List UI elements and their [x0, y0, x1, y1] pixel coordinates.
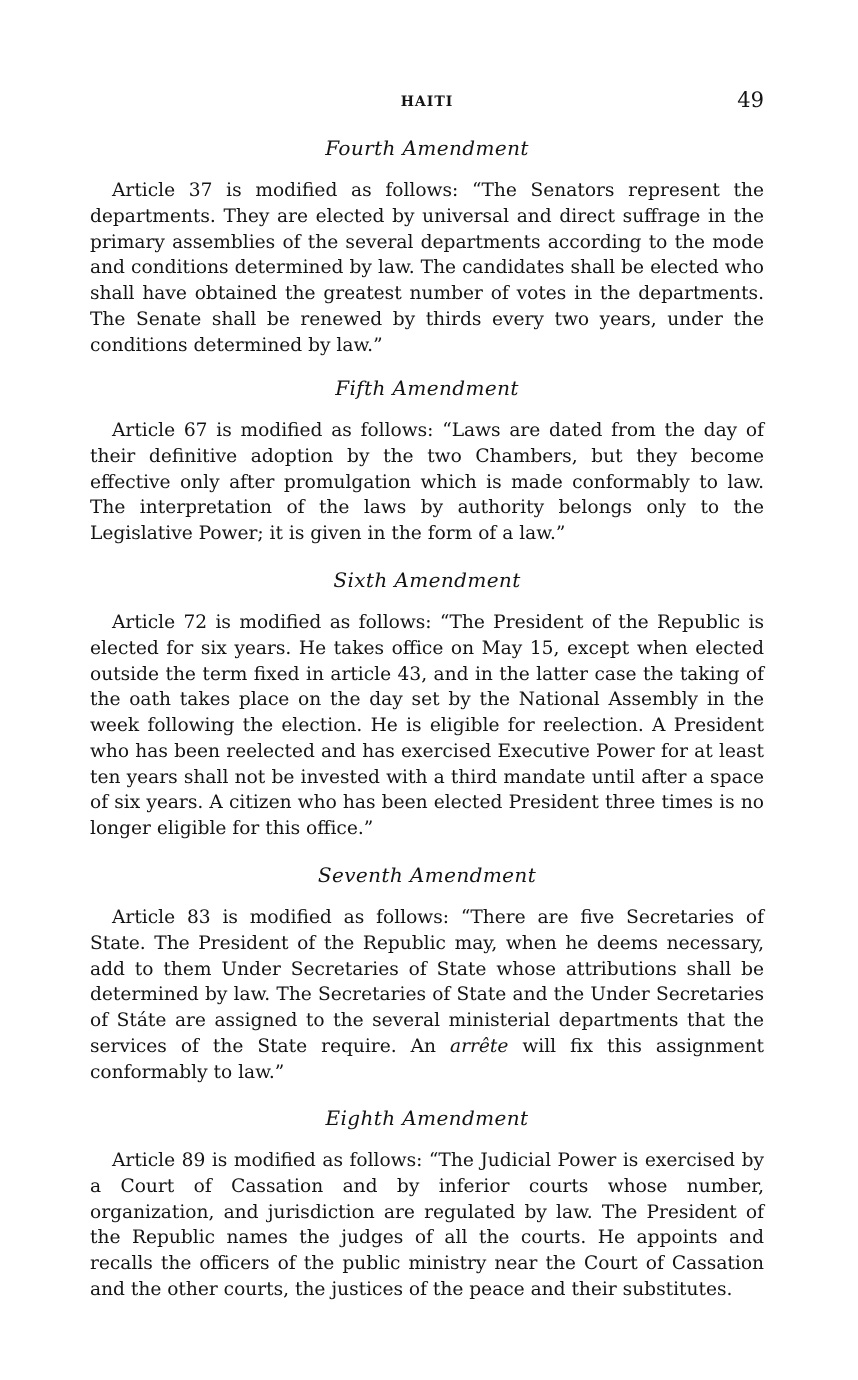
paragraph-text: Article 67 is modified as follows: “Laws are dated from the day of their definitive adoption by the two Chambers, but they become effective only after promulgation which is made conformably to law. The interpretation of the laws by authority belongs only to the Legislative Power; it is given in the form of a law.” — [90, 420, 764, 544]
seventh-amendment-section — [90, 861, 764, 1104]
page-number: 49 — [737, 88, 764, 112]
section-paragraph — [90, 905, 764, 1085]
sixth-amendment-section — [90, 566, 764, 860]
paragraph-text-before: Article 83 is modified as follows: “There are five Secretaries of State. The President of the Republic may, when he deems necessary, add to them Under Secretaries of State whose attributions shall be determined by law. The Secretaries of State and the Under Secretaries of Státe are assigned to the several ministerial departments that the services of the State require. An — [90, 907, 764, 1057]
paragraph-text: Article 37 is modified as follows: “The Senators represent the departments. They are elected by universal and direct suffrage in the primary assemblies of the several departments according to the mode and conditions determined by law. The candidates shall be elected who shall have obtained the greatest number of votes in the departments. The Senate shall be renewed by thirds every two years, under the conditions determined by law.” — [90, 180, 764, 356]
running-head: HAITI — [400, 94, 454, 110]
section-heading: Sixth Amendment — [333, 568, 521, 592]
italic-term: arrête — [450, 1035, 509, 1057]
fourth-amendment-section — [90, 134, 764, 377]
eighth-amendment-section — [90, 1104, 764, 1321]
section-paragraph — [90, 1148, 764, 1303]
paragraph-text: Article 89 is modified as follows: “The Judicial Power is exercised by a Court of Cassation and by inferior courts whose number, organization, and jurisdiction are regulated by law. The President of the Republic names the judges of all the courts. He appoints and recalls the officers of the public ministry near the Court of Cassation and the other courts, the justices of the peace and their substitutes. — [90, 1150, 764, 1300]
section-heading: Seventh Amendment — [317, 863, 537, 887]
paragraph-text: Article 72 is modified as follows: “The President of the Republic is elected for six years. He takes office on May 15, except when elected outside the term fixed in article 43, and in the latter case the taking of the oath takes place on the day set by the National Assembly in the week following the election. He is eligible for reelection. A President who has been reelected and has exercised Executive Power for at least ten years shall not be invested with a third mandate until after a space of six years. A citizen who has been elected President three times is no longer eligible for this office.” — [90, 612, 764, 839]
section-paragraph — [90, 610, 764, 842]
section-paragraph — [90, 418, 764, 547]
section-heading: Eighth Amendment — [325, 1106, 529, 1130]
section-heading: Fourth Amendment — [325, 136, 529, 160]
section-heading: Fifth Amendment — [335, 376, 519, 400]
fifth-amendment-section — [90, 374, 764, 565]
section-paragraph — [90, 178, 764, 358]
paragraph-text-after: will fix this assignment conformably to law.” — [90, 1035, 764, 1083]
page-header — [90, 88, 764, 122]
